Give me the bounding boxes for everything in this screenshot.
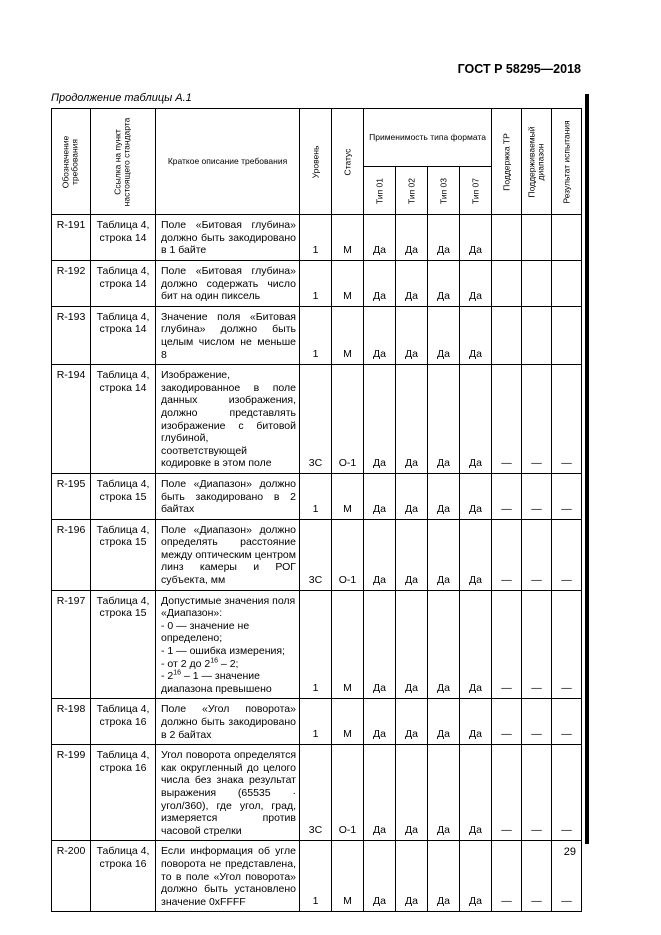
table-row — [52, 306, 582, 364]
req-type07: Да — [460, 473, 492, 519]
req-range: — — [522, 519, 552, 590]
req-range: — — [522, 745, 552, 841]
req-type02: Да — [396, 261, 428, 307]
header-test-result: Результат испытания — [552, 109, 582, 215]
req-type07: Да — [460, 215, 492, 261]
req-test-result: — — [552, 699, 582, 745]
req-type02: Да — [396, 699, 428, 745]
req-id: R-191 — [52, 215, 91, 261]
table-row — [52, 215, 582, 261]
req-type02: Да — [396, 745, 428, 841]
req-reference: Таблица 4, строка 14 — [91, 306, 156, 364]
req-type03: Да — [428, 590, 460, 699]
req-type02: Да — [396, 473, 428, 519]
req-type01: Да — [364, 519, 396, 590]
req-description: Поле «Угол поворота» должно быть закодировано в 2 байтах — [156, 699, 300, 745]
standard-number: ГОСТ Р 58295—2018 — [457, 62, 581, 76]
req-reference: Таблица 4, строка 14 — [91, 365, 156, 474]
req-description: Значение поля «Битовая глубина» должно быть целым числом не меньше 8 — [156, 306, 300, 364]
req-type02: Да — [396, 590, 428, 699]
req-test-result: — — [552, 841, 582, 912]
req-status: М — [332, 473, 364, 519]
req-tr-support: — — [492, 745, 522, 841]
req-type07: Да — [460, 699, 492, 745]
req-tr-support — [492, 306, 522, 364]
req-id: R-200 — [52, 841, 91, 912]
header-range: Поддерживаемый диапазон — [522, 109, 552, 215]
req-type01: Да — [364, 306, 396, 364]
req-reference: Таблица 4, строка 16 — [91, 745, 156, 841]
req-range — [522, 261, 552, 307]
req-tr-support: — — [492, 473, 522, 519]
req-type01: Да — [364, 699, 396, 745]
req-type07: Да — [460, 590, 492, 699]
req-tr-support — [492, 261, 522, 307]
req-test-result: — — [552, 365, 582, 474]
req-level: 1 — [300, 473, 332, 519]
req-status: М — [332, 306, 364, 364]
req-level: 1 — [300, 215, 332, 261]
req-type07: Да — [460, 261, 492, 307]
req-id: R-197 — [52, 590, 91, 699]
req-type01: Да — [364, 365, 396, 474]
table-row — [52, 745, 582, 841]
req-test-result: — — [552, 519, 582, 590]
req-type01: Да — [364, 590, 396, 699]
header-designation: Обозначение требования — [52, 109, 91, 215]
req-status: М — [332, 590, 364, 699]
table-row — [52, 261, 582, 307]
req-id: R-194 — [52, 365, 91, 474]
req-id: R-196 — [52, 519, 91, 590]
header-level: Уровень — [300, 109, 332, 215]
req-type03: Да — [428, 841, 460, 912]
req-type07: Да — [460, 841, 492, 912]
req-range — [522, 306, 552, 364]
req-type03: Да — [428, 745, 460, 841]
req-range: — — [522, 473, 552, 519]
req-type03: Да — [428, 365, 460, 474]
req-type02: Да — [396, 841, 428, 912]
req-type07: Да — [460, 365, 492, 474]
req-id: R-195 — [52, 473, 91, 519]
req-type01: Да — [364, 841, 396, 912]
req-range: — — [522, 841, 552, 912]
req-reference: Таблица 4, строка 16 — [91, 699, 156, 745]
req-level: 3С — [300, 519, 332, 590]
req-description: Изображение, закодированное в поле данных изображения, должно представлять изображение с битовой глубиной, соответствующей кодировке в этом поле — [156, 365, 300, 474]
req-type07: Да — [460, 306, 492, 364]
req-tr-support — [492, 215, 522, 261]
table-row — [52, 473, 582, 519]
header-type03: Тип 03 — [428, 167, 460, 215]
req-type02: Да — [396, 519, 428, 590]
req-status: О-1 — [332, 745, 364, 841]
req-reference: Таблица 4, строка 15 — [91, 519, 156, 590]
req-reference: Таблица 4, строка 16 — [91, 841, 156, 912]
table-row — [52, 841, 582, 912]
req-type01: Да — [364, 745, 396, 841]
req-status: М — [332, 215, 364, 261]
req-type03: Да — [428, 699, 460, 745]
table-row — [52, 590, 582, 699]
req-type03: Да — [428, 473, 460, 519]
req-id: R-199 — [52, 745, 91, 841]
req-type02: Да — [396, 365, 428, 474]
req-tr-support: — — [492, 590, 522, 699]
req-reference: Таблица 4, строка 14 — [91, 215, 156, 261]
req-test-result: — — [552, 745, 582, 841]
req-status: О-1 — [332, 519, 364, 590]
req-test-result: — — [552, 473, 582, 519]
req-level: 1 — [300, 590, 332, 699]
req-test-result — [552, 261, 582, 307]
req-status: О-1 — [332, 365, 364, 474]
req-tr-support: — — [492, 519, 522, 590]
req-range: — — [522, 590, 552, 699]
header-reference: Ссылка на пункт настоящего стандарта — [91, 109, 156, 215]
req-range: — — [522, 699, 552, 745]
req-test-result — [552, 215, 582, 261]
req-status: М — [332, 841, 364, 912]
req-level: 3С — [300, 745, 332, 841]
req-level: 1 — [300, 841, 332, 912]
req-type01: Да — [364, 215, 396, 261]
page-number: 29 — [563, 846, 576, 858]
req-test-result: — — [552, 590, 582, 699]
req-reference: Таблица 4, строка 15 — [91, 473, 156, 519]
req-description: Поле «Диапазон» должно быть закодировано в 2 байтах — [156, 473, 300, 519]
req-description: Если информация об угле поворота не представлена, то в поле «Угол поворота» должно быть установлено значение 0xFFFF — [156, 841, 300, 912]
req-description: Угол поворота определятся как округленный до целого числа без знака результат выражения (65535 · угол/360), где угол, град, измеряется против часовой стрелки — [156, 745, 300, 841]
header-status: Статус — [332, 109, 364, 215]
req-id: R-198 — [52, 699, 91, 745]
header-type01: Тип 01 — [364, 167, 396, 215]
req-range — [522, 215, 552, 261]
req-type03: Да — [428, 306, 460, 364]
req-type07: Да — [460, 519, 492, 590]
req-id: R-193 — [52, 306, 91, 364]
req-type03: Да — [428, 519, 460, 590]
req-type02: Да — [396, 306, 428, 364]
req-description: Поле «Битовая глубина» должно быть закодировано в 1 байте — [156, 215, 300, 261]
req-reference: Таблица 4, строка 14 — [91, 261, 156, 307]
header-type02: Тип 02 — [396, 167, 428, 215]
requirements-table — [51, 108, 582, 912]
req-tr-support: — — [492, 365, 522, 474]
header-type07: Тип 07 — [460, 167, 492, 215]
req-type01: Да — [364, 473, 396, 519]
req-level: 3С — [300, 365, 332, 474]
req-tr-support: — — [492, 841, 522, 912]
req-status: М — [332, 699, 364, 745]
req-type01: Да — [364, 261, 396, 307]
req-level: 1 — [300, 699, 332, 745]
req-type07: Да — [460, 745, 492, 841]
req-type03: Да — [428, 215, 460, 261]
req-tr-support: — — [492, 699, 522, 745]
req-type03: Да — [428, 261, 460, 307]
table-row — [52, 699, 582, 745]
req-level: 1 — [300, 261, 332, 307]
req-description: Поле «Битовая глубина» должно содержать число бит на один пиксель — [156, 261, 300, 307]
header-description: Краткое описание требования — [156, 109, 300, 215]
req-test-result — [552, 306, 582, 364]
table-row — [52, 365, 582, 474]
table-caption: Продолжение таблицы А.1 — [51, 92, 192, 104]
req-status: М — [332, 261, 364, 307]
req-level: 1 — [300, 306, 332, 364]
req-type02: Да — [396, 215, 428, 261]
margin-bar — [585, 94, 589, 844]
table-row — [52, 519, 582, 590]
req-description: Поле «Диапазон» должно определять расстояние между оптическим центром линз камеры и РОГ субъекта, мм — [156, 519, 300, 590]
req-range: — — [522, 365, 552, 474]
req-id: R-192 — [52, 261, 91, 307]
header-applicability: Применимость типа формата — [364, 109, 492, 167]
req-description: Допустимые значения поля «Диапазон»: - 0 — значение не определено; - 1 — ошибка измерения; - от 2 до $2^{16} - 2$; - $2^{16} - 1$ — значение диапазона превышено — [156, 590, 300, 699]
req-reference: Таблица 4, строка 15 — [91, 590, 156, 699]
header-tr-support: Поддержка ТР — [492, 109, 522, 215]
